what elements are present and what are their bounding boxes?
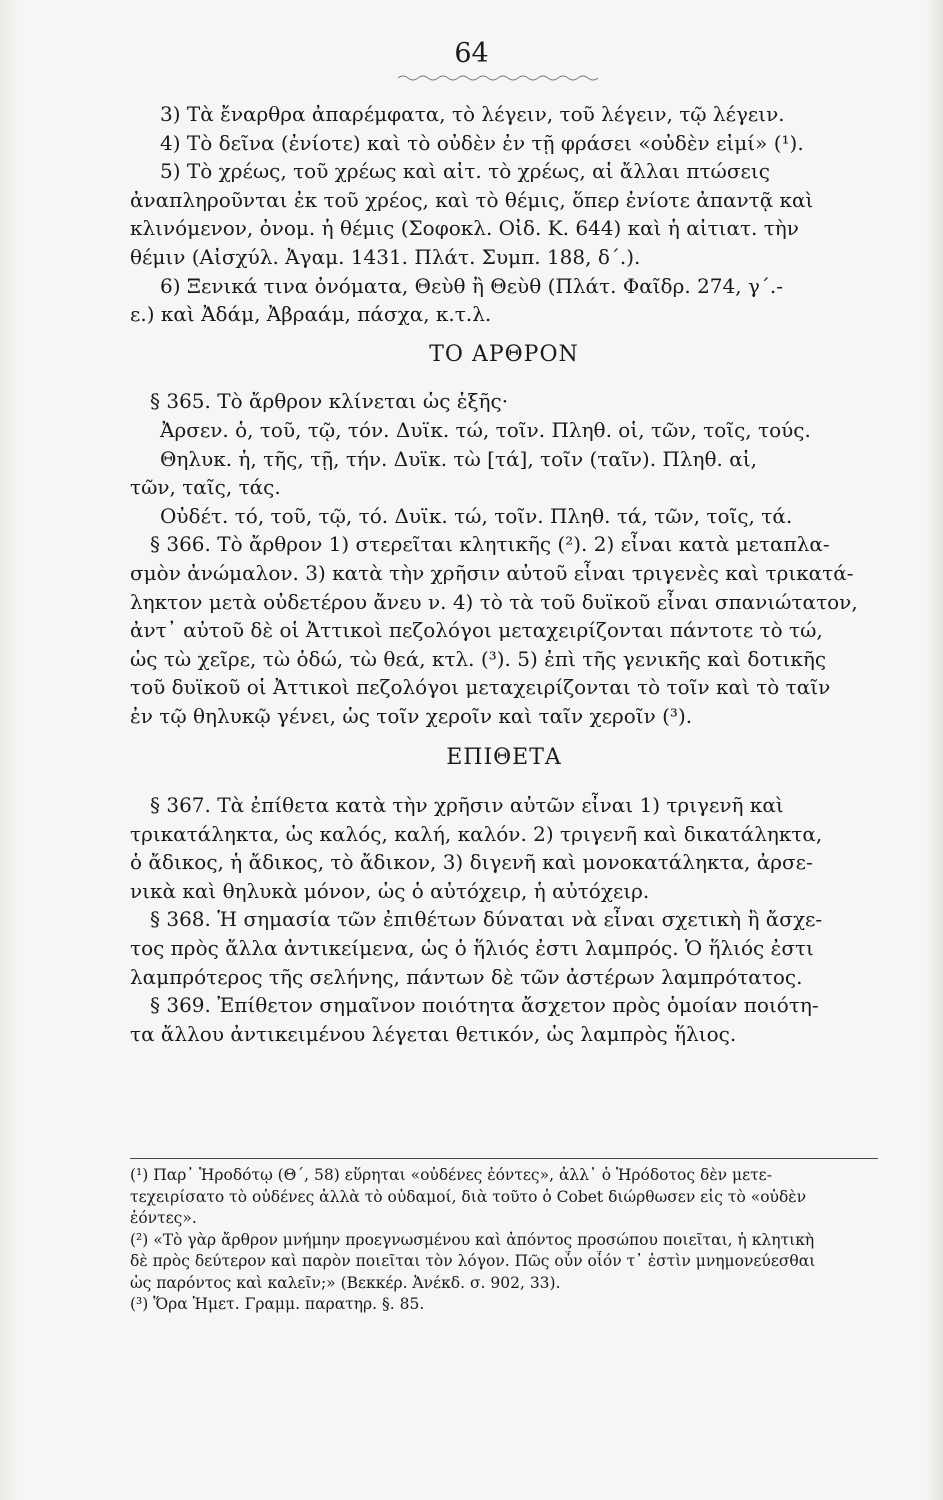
footnotes — [130, 1158, 878, 1316]
text-line: ἀντ᾽ αὐτοῦ δὲ οἱ Ἀττικοὶ πεζολόγοι μεταχειρίζονται πάντοτε τὸ τώ, — [130, 618, 823, 643]
text-line: τα ἄλλου ἀντικειμένου λέγεται θετικόν, ὡς λαμπρὸς ἥλιος. — [130, 1021, 737, 1046]
text-line: § 367. Τὰ ἐπίθετα κατὰ τὴν χρῆσιν αὐτῶν εἶναι 1) τριγενῆ καὶ — [150, 793, 784, 818]
text-line: 5) Τὸ χρέως, τοῦ χρέως καὶ αἰτ. τὸ χρέως, αἱ ἄλλαι πτώσεις — [160, 159, 770, 184]
text-line: § 368. Ἡ σημασία τῶν ἐπιθέτων δύναται νὰ εἶναι σχετικὴ ἢ ἄσχε- — [150, 907, 823, 932]
text-line: Ἀρσεν. ὁ, τοῦ, τῷ, τόν. Δυϊκ. τώ, τοῖν. Πληθ. οἱ, τῶν, τοῖς, τούς. — [160, 417, 811, 442]
text-line: σμὸν ἀνώμαλον. 3) κατὰ τὴν χρῆσιν αὐτοῦ εἶναι τριγενὲς καὶ τρικατά- — [130, 560, 854, 585]
text-line: 4) Τὸ δεῖνα (ἐνίοτε) καὶ τὸ οὐδὲν ἐν τῇ φράσει «οὐδὲν εἰμί» (¹). — [160, 130, 804, 155]
text-line: τῶν, ταῖς, τάς. — [130, 475, 281, 500]
text-line: § 366. Τὸ ἄρθρον 1) στερεῖται κλητικῆς (²). 2) εἶναι κατὰ μεταπλα- — [150, 532, 830, 557]
text-line: 6) Ξενικά τινα ὀνόματα, Θεὺθ ἢ Θεὺθ (Πλάτ. Φαῖδρ. 274, γ΄.- — [160, 273, 784, 298]
text-line: 3) Τὰ ἔναρθρα ἀπαρέμφατα, τὸ λέγειν, τοῦ λέγειν, τῷ λέγειν. — [160, 102, 785, 126]
section-heading-adjectives: ΕΠΙΘΕΤΑ — [446, 745, 562, 771]
text-line: ἐν τῷ θηλυκῷ γένει, ὡς τοῖν χεροῖν καὶ ταῖν χεροῖν (³). — [130, 703, 693, 728]
footnote-line: δὲ πρὸς δεύτερον καὶ παρὸν ποιεῖται τὸν λόγον. Πῶς οὖν οἷόν τ᾽ ἐστὶν μνημονεύεσθαι — [130, 1252, 816, 1270]
text-line: θέμιν (Αἰσχύλ. Ἀγαμ. 1431. Πλάτ. Συμπ. 188, δ΄.). — [130, 244, 641, 269]
text-line: ὡς τὼ χεῖρε, τὼ ὁδώ, τὼ θεά, κτλ. (³). 5) ἐπὶ τῆς γενικῆς καὶ δοτικῆς — [130, 646, 827, 671]
text-line: λαμπρότερος τῆς σελήνης, πάντων δὲ τῶν ἀστέρων λαμπρότατος. — [130, 964, 803, 989]
text-line: τος πρὸς ἄλλα ἀντικείμενα, ὡς ὁ ἥλιός ἐστι λαμπρός. Ὁ ἥλιός ἐστι — [130, 936, 814, 961]
footnote-line: ὡς παρόντος καὶ καλεῖν;» (Βεκκέρ. Ἀνέκδ. σ. 902, 33). — [130, 1273, 561, 1292]
text-line: ἀναπληροῦνται ἐκ τοῦ χρέος, καὶ τὸ θέμις, ὅπερ ἐνίοτε ἀπαντᾷ καὶ — [130, 187, 814, 212]
text-line: § 365. Τὸ ἄρθρον κλίνεται ὡς ἑξῆς· — [150, 389, 509, 414]
text-line: Θηλυκ. ἡ, τῆς, τῇ, τήν. Δυϊκ. τὼ [τά], τοῖν (ταῖν). Πληθ. αἱ, — [160, 446, 757, 471]
text-line: τρικατάληκτα, ὡς καλός, καλή, καλόν. 2) τριγενῆ καὶ δικατάληκτα, — [130, 821, 823, 846]
text-line: ληκτον μετὰ οὐδετέρου ἄνευ ν. 4) τὸ τὰ τοῦ δυϊκοῦ εἶναι σπανιώτατον, — [130, 589, 858, 614]
header-ornament — [398, 74, 598, 82]
main-text — [130, 100, 878, 1048]
footnote-line: ἐόντες». — [130, 1209, 197, 1227]
text-line: κλινόμενον, ὀνομ. ἡ θέμις (Σοφοκλ. Οἰδ. Κ. 644) καὶ ἡ αἰτιατ. τὴν — [130, 216, 799, 241]
text-line: ε.) καὶ Ἀδάμ, Ἀβραάμ, πάσχα, κ.τ.λ. — [130, 302, 492, 327]
text-line: τοῦ δυϊκοῦ οἱ Ἀττικοὶ πεζολόγοι μεταχειρίζονται τὸ τοῖν καὶ τὸ ταῖν — [130, 675, 831, 700]
text-line: § 369. Ἐπίθετον σημαῖνον ποιότητα ἄσχετον πρὸς ὁμοίαν ποιότη- — [150, 993, 819, 1018]
section-heading-article: ΤΟ ΑΡΘΡΟΝ — [429, 341, 579, 367]
text-line: ὁ ἄδικος, ἡ ἄδικος, τὸ ἄδικον, 3) διγενῆ καὶ μονοκατάληκτα, ἀρσε- — [130, 850, 813, 875]
footnote-line: (³) Ὅρα Ἡμετ. Γραμμ. παρατηρ. §. 85. — [130, 1295, 425, 1313]
footnote-line: (²) «Τὸ γὰρ ἄρθρον μνήμην προεγνωσμένου καὶ ἀπόντος προσώπου ποιεῖται, ἡ κλητικὴ — [130, 1230, 815, 1249]
text-line: Οὐδέτ. τό, τοῦ, τῷ, τό. Δυϊκ. τώ, τοῖν. Πληθ. τά, τῶν, τοῖς, τά. — [160, 503, 793, 528]
footnote-line: (¹) Παρ᾽ Ἡροδότῳ (Θ΄, 58) εὕρηται «οὐδένες ἐόντες», ἀλλ᾽ ὁ Ἡρόδοτος δὲν μετε- — [130, 1166, 772, 1184]
footnote-line: τεχειρίσατο τὸ οὐδένες ἀλλὰ τὸ οὐδαμοί, διὰ τοῦτο ὁ Cobet διώρθωσεν εἰς τὸ «οὐδὲν — [130, 1187, 807, 1206]
text-line: νικὰ καὶ θηλυκὰ μόνον, ὡς ὁ αὐτόχειρ, ἡ αὐτόχειρ. — [130, 878, 650, 903]
page-number: 64 — [454, 38, 489, 69]
